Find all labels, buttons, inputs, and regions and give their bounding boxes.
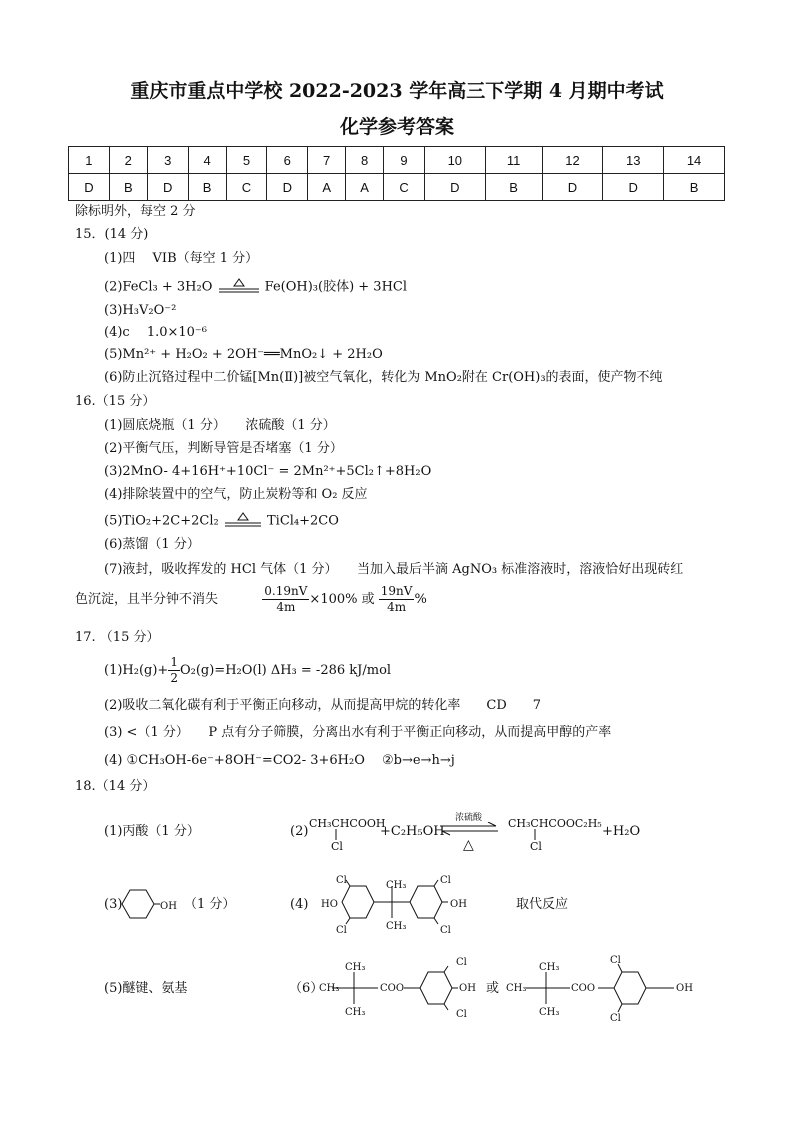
q16-answer-7-cont-text: 色沉淀，且半分钟不消失 [75, 592, 219, 607]
atom-oh: OH [676, 983, 693, 994]
q15-answer-5: (5)Mn²⁺ + H₂O₂ + 2OH⁻══MnO₂↓ + 2H₂O [104, 347, 383, 362]
q15-answer-2-left: (2)FeCl₃ + 3H₂O [104, 279, 213, 295]
answer-cell: A [346, 174, 384, 201]
q17-answer-1-left: (1)H₂(g)+ [104, 663, 169, 678]
ester-structure-2-icon [502, 954, 692, 1024]
answer-table-answer-row [69, 174, 725, 201]
q16-heading: 16.（15 分） [75, 394, 156, 409]
exam-subtitle: 化学参考答案 [339, 116, 454, 138]
reaction-condition: 浓硫酸 [455, 813, 483, 823]
ester-coo: COO [380, 983, 405, 994]
q15-answer-6: (6)防止沉铬过程中二价锰[Mn(Ⅱ)]被空气氧化，转化为 MnO₂附在 Cr(OH)₃的表面，使产物不纯 [104, 370, 663, 385]
atom-oh: OH [450, 899, 467, 910]
q17-answer-4: (4) ①CH₃OH-6e⁻+8OH⁻=CO2- 3+6H₂O ②b→e→h→j [104, 753, 455, 768]
q16-answer-5 [104, 512, 339, 531]
q16-answer-7: (7)液封，吸收挥发的 HCl 气体（1 分） 当加入最后半滴 AgNO₃ 标准溶液时，溶液恰好出现砖红 [104, 562, 684, 577]
atom-oh: OH [459, 983, 476, 994]
answer-table-number-row [69, 147, 725, 174]
question-number: 12 [542, 147, 603, 174]
atom-cl: Cl [456, 957, 467, 968]
atom-ch3: CH₃ [539, 1007, 560, 1018]
q18-answer-2-label: (2) [290, 824, 309, 839]
answer-cell: D [69, 174, 110, 201]
atom-ch3: CH₃ [539, 962, 560, 973]
question-number: 10 [424, 147, 485, 174]
atom-cl: Cl [440, 925, 451, 936]
fraction-half-denominator: 2 [170, 671, 178, 685]
product-cl: Cl [530, 840, 542, 853]
answer-cell: D [542, 174, 603, 201]
question-number: 9 [384, 147, 425, 174]
answer-cell: A [308, 174, 346, 201]
question-number: 14 [664, 147, 725, 174]
q15-answer-2 [104, 278, 407, 297]
question-number: 11 [485, 147, 542, 174]
exam-title: 重庆市重点中学校 2022-2023 学年高三下学期 4 月期中考试 [130, 80, 664, 102]
fraction-2-numerator: 19nV [380, 584, 413, 598]
q17-answer-2: (2)吸收二氧化碳有利于平衡正向移动，从而提高甲烷的转化率 CD 7 [104, 698, 542, 713]
atom-ho: HO [321, 899, 338, 910]
q16-answer-6: (6)蒸馏（1 分） [104, 537, 200, 552]
atom-cl: Cl [610, 955, 621, 966]
q16-answer-7-cont [75, 584, 427, 615]
q18-answer-3-label: (3) [104, 897, 123, 912]
q16-answer-2: (2)平衡气压，判断导管是否堵塞（1 分） [104, 441, 343, 456]
fraction-half [168, 655, 180, 686]
q16-percent: % [414, 592, 427, 607]
question-number: 8 [346, 147, 384, 174]
fraction-2-denominator: 4m [387, 600, 407, 614]
ester-coo: COO [571, 983, 596, 994]
answer-cell: C [226, 174, 267, 201]
heat-equals-icon [217, 278, 261, 296]
fraction-1-numerator: 0.19nV [264, 584, 308, 598]
atom-ch3: CH₃ [345, 962, 366, 973]
q16-percent-or: ×100% 或 [309, 592, 375, 607]
question-number: 6 [267, 147, 308, 174]
equilibrium-arrow-icon [438, 822, 500, 836]
question-number: 5 [226, 147, 267, 174]
q18-answer-6-or: 或 [486, 981, 500, 996]
fraction-1 [262, 584, 309, 615]
answer-cell: D [603, 174, 664, 201]
atom-cl: Cl [336, 925, 347, 936]
q16-answer-5-left: (5)TiO₂+2C+2Cl₂ [104, 513, 219, 529]
heat-equals-icon [223, 512, 263, 530]
q17-answer-1-right: O₂(g)=H₂O(l) ΔH₃ = -286 kJ/mol [179, 663, 392, 678]
question-number: 4 [188, 147, 226, 174]
product-bond [533, 829, 537, 841]
q18-answer-6-label: （6） [289, 981, 324, 996]
reactant-ethanol: +C₂H₅OH [380, 824, 445, 839]
reactant-bond [334, 829, 338, 841]
answer-cell: D [267, 174, 308, 201]
reaction-heat: △ [463, 837, 474, 853]
q16-answer-4: (4)排除装置中的空气，防止炭粉等和 O₂ 反应 [104, 487, 368, 502]
benzene-ring-icon [120, 888, 160, 922]
q17-heading: 17. （15 分） [75, 630, 160, 645]
atom-cl: Cl [456, 1009, 467, 1020]
answer-cell: B [109, 174, 147, 201]
atom-cl: Cl [610, 1013, 621, 1024]
atom-ch3: CH₃ [319, 983, 340, 994]
answer-cell: B [664, 174, 725, 201]
q18-heading: 18.（14 分） [75, 779, 156, 794]
answer-cell: C [384, 174, 425, 201]
fraction-half-numerator: 1 [170, 655, 178, 669]
answer-cell: B [188, 174, 226, 201]
atom-cl: Cl [440, 875, 451, 886]
scoring-note: 除标明外，每空 2 分 [75, 204, 196, 219]
fraction-1-denominator: 4m [276, 600, 296, 614]
question-number: 3 [147, 147, 188, 174]
answer-cell: D [147, 174, 188, 201]
q17-answer-1 [104, 655, 391, 686]
answer-cell: B [485, 174, 542, 201]
question-number: 2 [109, 147, 147, 174]
answer-table [68, 146, 725, 201]
q15-answer-4: (4)c 1.0×10⁻⁶ [104, 325, 208, 340]
q15-heading: 15．(14 分) [75, 227, 149, 242]
product-formula: CH₃CHCOOC₂H₅ [508, 817, 602, 830]
atom-cl: Cl [336, 875, 347, 886]
q18-reaction-type: 取代反应 [516, 897, 569, 912]
answer-cell: D [424, 174, 485, 201]
q16-answer-3: (3)2MnO- 4+16H⁺+10Cl⁻ = 2Mn²⁺+5Cl₂↑+8H₂O [104, 464, 432, 479]
q18-answer-5: (5)醚键、氨基 [104, 981, 188, 996]
fraction-2 [379, 584, 415, 615]
q18-answer-4-label: (4) [290, 897, 309, 912]
reactant-formula: CH₃CHCOOH [309, 817, 386, 830]
q16-answer-5-right: TiCl₄+2CO [266, 513, 339, 529]
q18-answer-1: (1)丙酸（1 分） [104, 824, 200, 839]
q15-answer-2-right: Fe(OH)₃(胶体) + 3HCl [264, 279, 408, 295]
atom-ch3: CH₃ [386, 880, 407, 891]
question-number: 1 [69, 147, 110, 174]
atom-ch3: CH₃ [386, 921, 407, 932]
q15-answer-3: (3)H₃V₂O⁻² [104, 303, 177, 318]
atom-ch3: CH₃ [506, 983, 527, 994]
question-number: 7 [308, 147, 346, 174]
phenol-oh: OH [160, 901, 177, 912]
q15-answer-1: (1)四 VIB（每空 1 分） [104, 251, 259, 266]
atom-ch3: CH₃ [345, 1007, 366, 1018]
question-number: 13 [603, 147, 664, 174]
reactant-cl: Cl [331, 840, 343, 853]
product-water: +H₂O [602, 824, 641, 839]
q17-answer-3: (3) <（1 分） P 点有分子筛膜，分离出水有利于平衡正向移动，从而提高甲醇的产率 [104, 725, 612, 740]
q18-answer-3-score: （1 分） [184, 897, 236, 912]
q16-answer-1: (1)圆底烧瓶（1 分） 浓硫酸（1 分） [104, 418, 336, 433]
